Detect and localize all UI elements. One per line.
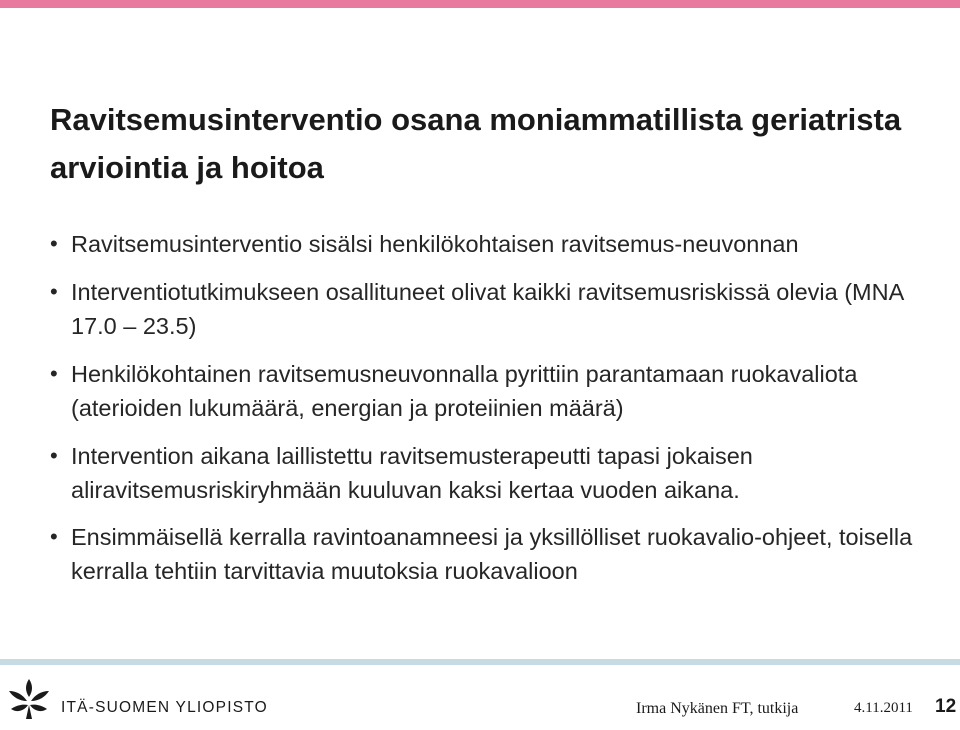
- bullet-item-1: • Ravitsemusinterventio sisälsi henkilökohtaisen ravitsemus-neuvonnan: [50, 227, 940, 261]
- bullet-item-2: • Interventiotutkimukseen osallituneet olivat kaikki ravitsemusriskissä olevia (MNA 17.0 – 23.5): [50, 275, 940, 343]
- slide-title: Ravitsemusinterventio osana moniammatillista geriatrista arviointia ja hoitoa: [50, 102, 902, 185]
- bullet-item-3: • Henkilökohtainen ravitsemusneuvonnalla pyrittiin parantamaan ruokavaliota (aterioiden lukumäärä, energian ja proteiinien määrä): [50, 357, 940, 425]
- university-logo: [5, 675, 268, 721]
- bullet-item-4: • Intervention aikana laillistettu ravitsemusterapeutti tapasi jokaisen aliravitsemusriskiryhmään kuuluvan kaksi kertaa vuoden aikana.: [50, 439, 940, 507]
- bottom-accent-bar: [0, 659, 960, 665]
- page-number: 12: [935, 696, 957, 717]
- footer-date: 4.11.2011: [854, 700, 913, 716]
- bullet-list: [50, 227, 940, 602]
- university-name: ITÄ-SUOMEN YLIOPISTO: [61, 699, 268, 716]
- university-flame-logo-icon: [5, 675, 53, 721]
- bullet-item-5: • Ensimmäisellä kerralla ravintoanamneesi ja yksillölliset ruokavalio-ohjeet, toisella kerralla tehtiin tarvittavia muutoksia ruokavalioon: [50, 520, 940, 588]
- footer-author: Irma Nykänen FT, tutkija: [636, 700, 799, 717]
- top-accent-bar: [0, 0, 960, 8]
